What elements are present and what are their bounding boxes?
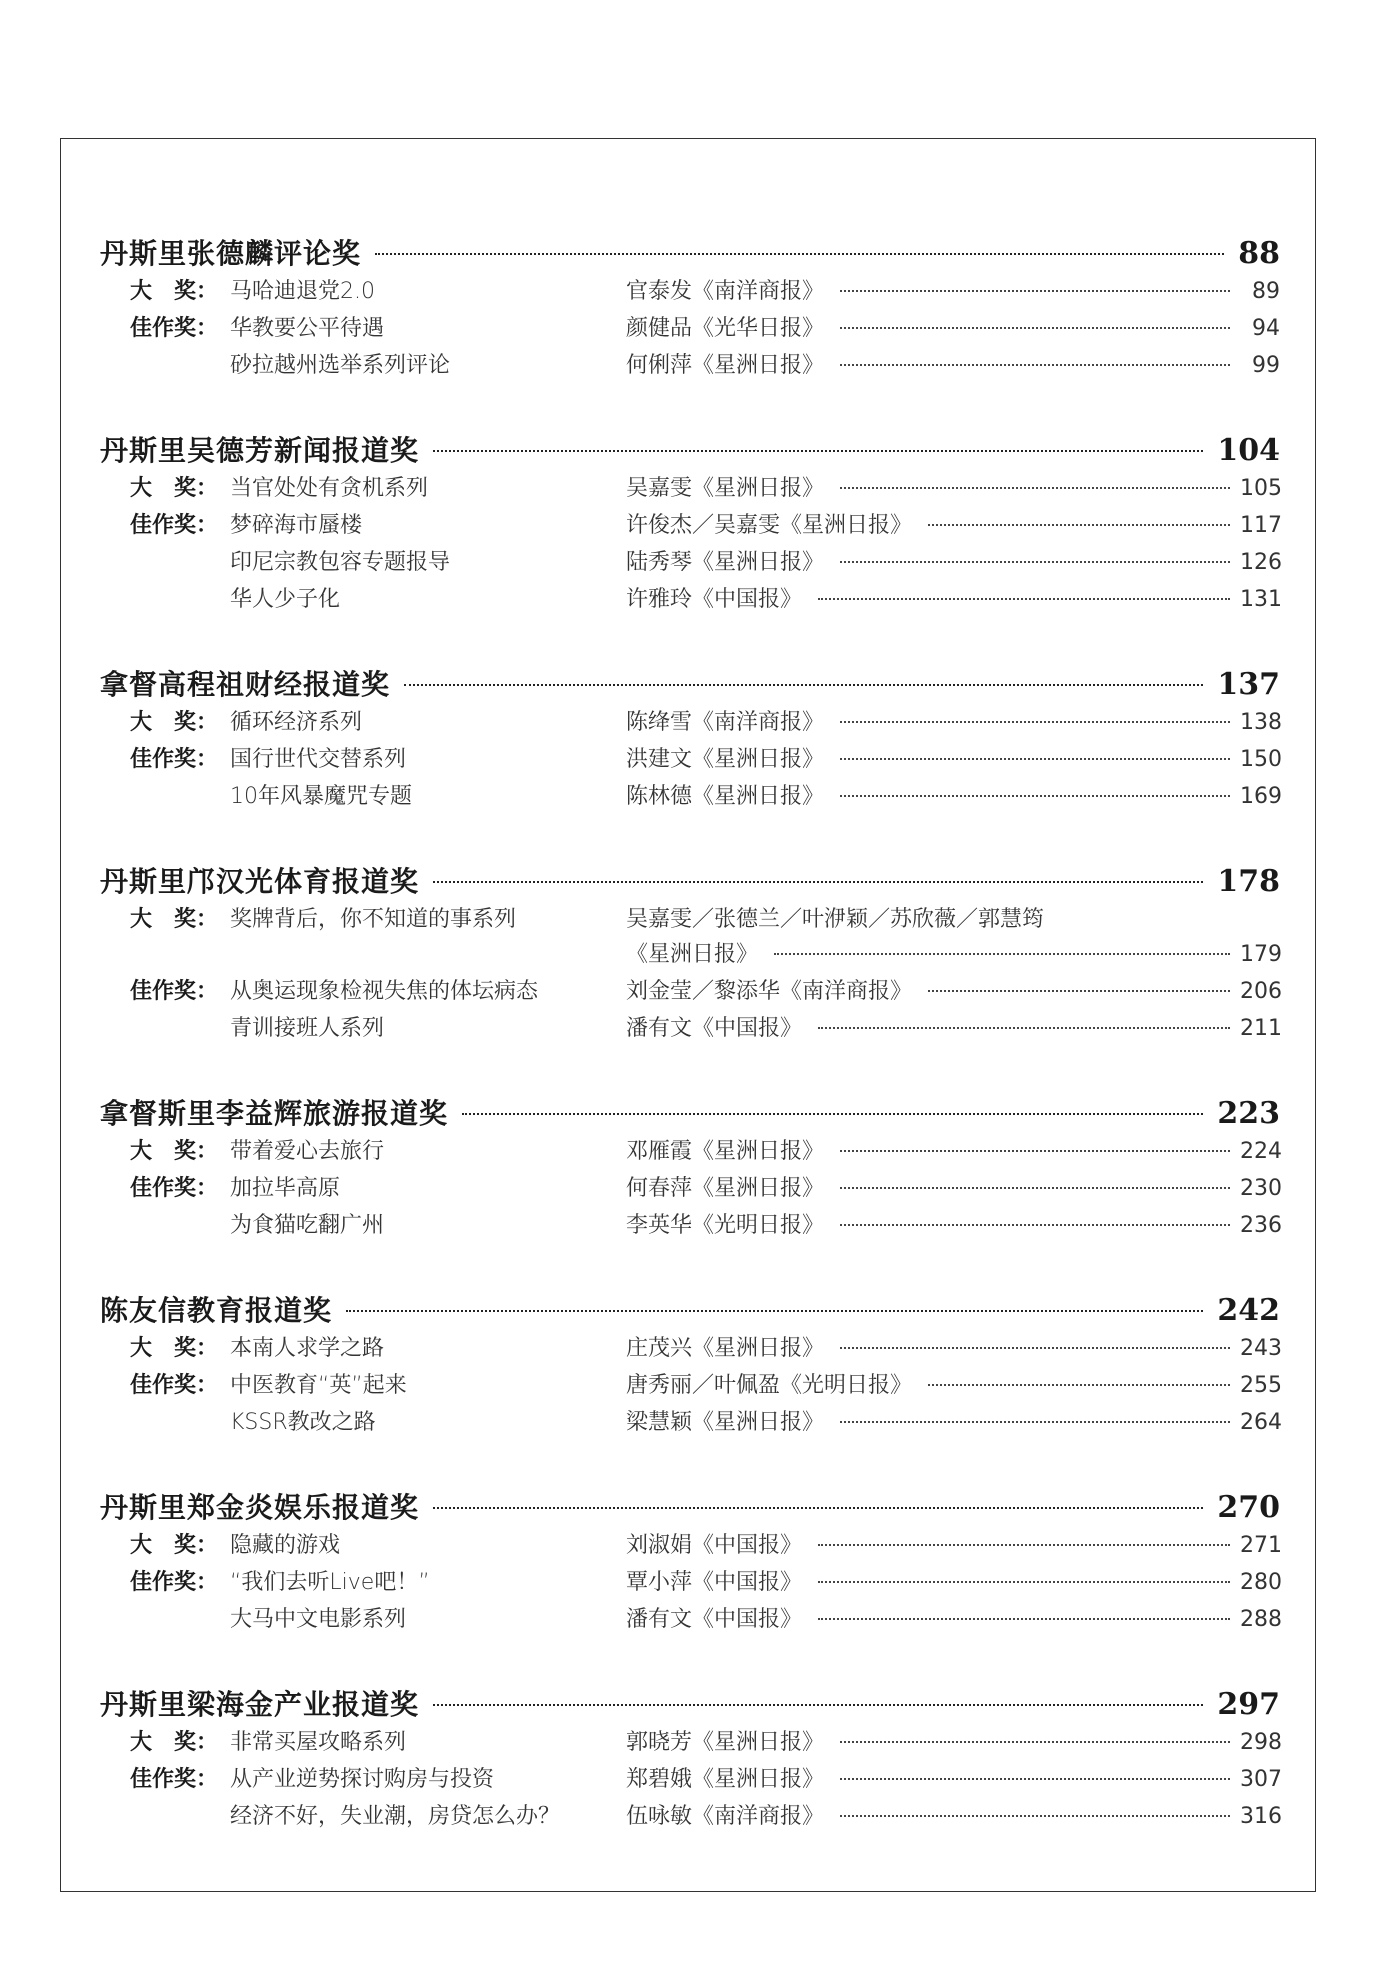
entry-title: 经济不好，失业潮，房贷怎么办？: [230, 1804, 561, 1829]
toc-entry[interactable]: [100, 274, 1280, 311]
toc-section: [100, 860, 1280, 1048]
entry-page-number: 243: [1240, 1336, 1282, 1361]
leader-dots: [840, 487, 1230, 489]
toc-section: [100, 1683, 1280, 1836]
entry-author: 陆秀琴《星洲日报》: [626, 550, 825, 575]
leader-dots: [404, 684, 1203, 686]
award-label: 大 奖：: [130, 1335, 219, 1361]
toc-entry[interactable]: [100, 1171, 1280, 1208]
entry-author: 梁慧颖《星洲日报》: [626, 1410, 825, 1435]
entry-right: [626, 742, 1280, 773]
section-heading[interactable]: [100, 860, 1280, 902]
leader-dots: [818, 1581, 1230, 1583]
entry-page-number: 169: [1240, 784, 1282, 809]
entry-title: 中医教育“英”起来: [230, 1373, 407, 1398]
entry-publication: 《星洲日报》: [626, 942, 759, 967]
entry-authors: 吴嘉雯／张德兰／叶洢颖／苏欣薇／郭慧筠: [626, 907, 1045, 932]
award-label: 大 奖：: [130, 475, 219, 501]
toc-section: [100, 232, 1280, 385]
entry-title: 印尼宗教包容专题报导: [230, 550, 451, 575]
entry-author: 刘金莹／黎添华《南洋商报》: [626, 979, 913, 1004]
leader-dots: [375, 253, 1224, 255]
entry-title: 带着爱心去旅行: [230, 1139, 385, 1164]
entry-page-number: 131: [1240, 587, 1282, 612]
entry-right: [626, 1725, 1280, 1756]
section-page-number: 223: [1217, 1096, 1280, 1131]
entry-page-number: 230: [1240, 1176, 1282, 1201]
entry-page-number: 264: [1240, 1410, 1282, 1435]
award-label: 大 奖：: [130, 1138, 219, 1164]
toc-entry[interactable]: [100, 742, 1280, 779]
leader-dots: [840, 1741, 1230, 1743]
toc-entry[interactable]: [100, 1134, 1280, 1171]
entry-page-number: 255: [1240, 1373, 1282, 1398]
entry-author: 潘有文《中国报》: [626, 1016, 803, 1041]
entry-page-number: 211: [1240, 1016, 1282, 1041]
entry-page-number: 307: [1240, 1767, 1282, 1792]
entry-title: 青训接班人系列: [230, 1016, 385, 1041]
section-page-number: 88: [1238, 236, 1280, 271]
entry-author: 刘淑娟《中国报》: [626, 1533, 803, 1558]
leader-dots: [818, 1544, 1230, 1546]
entry-author: 许雅玲《中国报》: [626, 587, 803, 612]
leader-dots: [840, 721, 1230, 723]
toc-entry[interactable]: [100, 1725, 1280, 1762]
entry-page-number: 179: [1240, 942, 1282, 967]
award-label: 大 奖：: [130, 278, 219, 304]
leader-dots: [433, 1507, 1203, 1509]
leader-dots: [462, 1113, 1203, 1115]
toc-section: [100, 1289, 1280, 1442]
section-title: 拿督高程祖财经报道奖: [100, 668, 391, 701]
entry-title: 马哈迪退党2.0: [230, 279, 375, 304]
entry-author: 伍咏敏《南洋商报》: [626, 1804, 825, 1829]
toc-entry[interactable]: [100, 1405, 1280, 1442]
award-label: 佳作奖：: [130, 1569, 219, 1595]
award-label: 大 奖：: [130, 1532, 219, 1558]
toc-entry[interactable]: [100, 974, 1280, 1011]
entry-author: 吴嘉雯《星洲日报》: [626, 476, 825, 501]
entry-right: [626, 348, 1280, 379]
entry-page-number: 206: [1240, 979, 1282, 1004]
section-title: 丹斯里吴德芳新闻报道奖: [100, 434, 420, 467]
leader-dots: [840, 1187, 1230, 1189]
award-label: 大 奖：: [130, 1729, 219, 1755]
award-label: 佳作奖：: [130, 746, 219, 772]
section-page-number: 178: [1217, 864, 1280, 899]
toc-entry[interactable]: [100, 545, 1280, 582]
leader-dots: [840, 1347, 1230, 1349]
entry-title: 10年风暴魔咒专题: [230, 784, 412, 809]
section-heading[interactable]: [100, 232, 1280, 274]
entry-page-number: 126: [1240, 550, 1282, 575]
entry-right: [626, 508, 1280, 539]
entry-right: [626, 1331, 1280, 1362]
toc-entry[interactable]: [100, 582, 1280, 619]
entry-author: 潘有文《中国报》: [626, 1607, 803, 1632]
entry-right: [626, 1762, 1280, 1793]
award-label: 佳作奖：: [130, 978, 219, 1004]
award-label: 佳作奖：: [130, 315, 219, 341]
toc-entry[interactable]: [100, 705, 1280, 742]
entry-page-number: 224: [1240, 1139, 1282, 1164]
entry-author: 陈林德《星洲日报》: [626, 784, 825, 809]
leader-dots: [433, 450, 1203, 452]
leader-dots: [818, 1618, 1230, 1620]
entry-author: 郭晓芳《星洲日报》: [626, 1730, 825, 1755]
entry-author: 邓雁霞《星洲日报》: [626, 1139, 825, 1164]
entry-right: [626, 974, 1280, 1005]
section-heading[interactable]: [100, 1289, 1280, 1331]
entry-page-number: 94: [1252, 316, 1280, 341]
entry-right: [626, 1134, 1280, 1165]
toc-entry[interactable]: [100, 311, 1280, 348]
leader-dots: [346, 1310, 1203, 1312]
leader-dots: [840, 795, 1230, 797]
entry-title: “我们去听Live吧！”: [230, 1570, 430, 1595]
toc-entry[interactable]: [100, 1208, 1280, 1245]
award-label: 大 奖：: [130, 709, 219, 735]
award-label: 佳作奖：: [130, 1175, 219, 1201]
section-title: 陈友信教育报道奖: [100, 1294, 333, 1327]
toc-entry[interactable]: [100, 1331, 1280, 1368]
entry-right: [626, 902, 1280, 974]
entry-page-number: 150: [1240, 747, 1282, 772]
entry-title: 从产业逆势探讨购房与投资: [230, 1767, 495, 1792]
entry-title: 国行世代交替系列: [230, 747, 407, 772]
entry-title: 加拉毕高原: [230, 1176, 341, 1201]
toc-entry[interactable]: [100, 1762, 1280, 1799]
entry-author: 郑碧娥《星洲日报》: [626, 1767, 825, 1792]
section-page-number: 270: [1217, 1490, 1280, 1525]
leader-dots: [840, 1150, 1230, 1152]
entry-author: 陈绛雪《南洋商报》: [626, 710, 825, 735]
leader-dots: [928, 1384, 1230, 1386]
entry-right: [626, 1602, 1280, 1633]
entry-right: [626, 705, 1280, 736]
entry-right: [626, 1565, 1280, 1596]
entry-right: [626, 1405, 1280, 1436]
entry-right: [626, 311, 1280, 342]
entry-right: [626, 471, 1280, 502]
entry-title: 从奥运现象检视失焦的体坛病态: [230, 979, 539, 1004]
leader-dots: [818, 1027, 1230, 1029]
toc-entry[interactable]: [100, 1368, 1280, 1405]
entry-title: 奖牌背后，你不知道的事系列: [230, 907, 517, 932]
toc-entry[interactable]: [100, 471, 1280, 508]
leader-dots: [433, 1704, 1203, 1706]
leader-dots: [840, 1224, 1230, 1226]
entry-title: KSSR教改之路: [230, 1410, 376, 1435]
entry-title: 华教要公平待遇: [230, 316, 385, 341]
entry-page-number: 298: [1240, 1730, 1282, 1755]
award-label: 佳作奖：: [130, 1372, 219, 1398]
entry-right: [626, 582, 1280, 613]
section-title: 丹斯里张德麟评论奖: [100, 237, 362, 270]
leader-dots: [840, 1815, 1230, 1817]
entry-title: 本南人求学之路: [230, 1336, 385, 1361]
section-page-number: 137: [1217, 667, 1280, 702]
section-heading[interactable]: [100, 429, 1280, 471]
entry-page-number: 138: [1240, 710, 1282, 735]
toc-entry[interactable]: [100, 779, 1280, 816]
entry-title: 砂拉越州选举系列评论: [230, 353, 451, 378]
entry-right: [626, 1368, 1280, 1399]
toc-entry[interactable]: [100, 902, 1280, 974]
entry-title: 非常买屋攻略系列: [230, 1730, 407, 1755]
entry-title: 梦碎海市蜃楼: [230, 513, 363, 538]
entry-page-number: 288: [1240, 1607, 1282, 1632]
entry-title: 循环经济系列: [230, 710, 363, 735]
toc-list: [100, 232, 1280, 1880]
section-heading[interactable]: [100, 1486, 1280, 1528]
entry-right: [626, 779, 1280, 810]
entry-author-line2: [626, 937, 1280, 974]
section-title: 拿督斯里李益辉旅游报道奖: [100, 1097, 449, 1130]
leader-dots: [840, 290, 1230, 292]
toc-section: [100, 429, 1280, 619]
entry-title: 为食猫吃翻广州: [230, 1213, 385, 1238]
entry-right: [626, 1011, 1280, 1042]
entry-right: [626, 1208, 1280, 1239]
entry-right: [626, 1528, 1280, 1559]
toc-entry[interactable]: [100, 1565, 1280, 1602]
toc-entry[interactable]: [100, 1011, 1280, 1048]
leader-dots: [840, 561, 1230, 563]
toc-section: [100, 1092, 1280, 1245]
entry-right: [626, 1799, 1280, 1830]
toc-entry[interactable]: [100, 1528, 1280, 1565]
toc-entry[interactable]: [100, 348, 1280, 385]
section-page-number: 104: [1217, 433, 1280, 468]
entry-author: 官泰发《南洋商报》: [626, 279, 825, 304]
section-title: 丹斯里邝汉光体育报道奖: [100, 865, 420, 898]
leader-dots: [433, 881, 1203, 883]
entry-page-number: 271: [1240, 1533, 1282, 1558]
entry-author: 覃小萍《中国报》: [626, 1570, 803, 1595]
leader-dots: [774, 953, 1230, 955]
entry-author: 许俊杰／吴嘉雯《星洲日报》: [626, 513, 913, 538]
award-label: 佳作奖：: [130, 1766, 219, 1792]
toc-entry[interactable]: [100, 508, 1280, 545]
section-title: 丹斯里梁海金产业报道奖: [100, 1688, 420, 1721]
leader-dots: [840, 327, 1230, 329]
toc-entry[interactable]: [100, 1799, 1280, 1836]
section-heading[interactable]: [100, 1683, 1280, 1725]
award-label: 大 奖：: [130, 906, 219, 932]
leader-dots: [928, 990, 1230, 992]
entry-right: [626, 545, 1280, 576]
section-page-number: 242: [1217, 1293, 1280, 1328]
entry-author: 洪建文《星洲日报》: [626, 747, 825, 772]
leader-dots: [818, 598, 1230, 600]
leader-dots: [840, 1778, 1230, 1780]
entry-right: [626, 1171, 1280, 1202]
leader-dots: [928, 524, 1230, 526]
entry-author: 李英华《光明日报》: [626, 1213, 825, 1238]
toc-entry[interactable]: [100, 1602, 1280, 1639]
section-heading[interactable]: [100, 663, 1280, 705]
toc-section: [100, 663, 1280, 816]
entry-title: 大马中文电影系列: [230, 1607, 407, 1632]
entry-page-number: 316: [1240, 1804, 1282, 1829]
entry-author: 颜健品《光华日报》: [626, 316, 825, 341]
section-page-number: 297: [1217, 1687, 1280, 1722]
entry-title: 当官处处有贪机系列: [230, 476, 429, 501]
entry-author: 唐秀丽／叶佩盈《光明日报》: [626, 1373, 913, 1398]
section-heading[interactable]: [100, 1092, 1280, 1134]
entry-page-number: 236: [1240, 1213, 1282, 1238]
entry-page-number: 99: [1252, 353, 1280, 378]
entry-page-number: 280: [1240, 1570, 1282, 1595]
entry-title: 隐藏的游戏: [230, 1533, 341, 1558]
leader-dots: [840, 758, 1230, 760]
section-title: 丹斯里郑金炎娱乐报道奖: [100, 1491, 420, 1524]
entry-author: 何俐萍《星洲日报》: [626, 353, 825, 378]
entry-page-number: 117: [1240, 513, 1282, 538]
entry-author: 庄茂兴《星洲日报》: [626, 1336, 825, 1361]
entry-author: 何春萍《星洲日报》: [626, 1176, 825, 1201]
entry-page-number: 105: [1240, 476, 1282, 501]
toc-section: [100, 1486, 1280, 1639]
entry-title: 华人少子化: [230, 587, 341, 612]
entry-right: [626, 274, 1280, 305]
entry-page-number: 89: [1252, 279, 1280, 304]
leader-dots: [840, 364, 1230, 366]
leader-dots: [840, 1421, 1230, 1423]
award-label: 佳作奖：: [130, 512, 219, 538]
